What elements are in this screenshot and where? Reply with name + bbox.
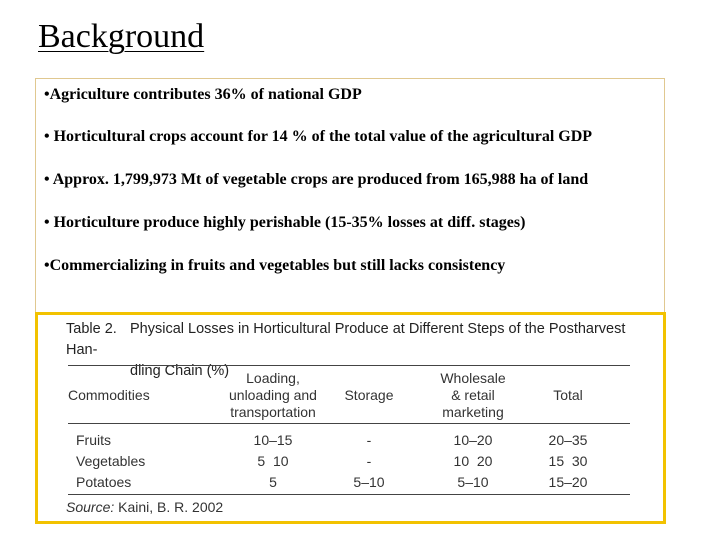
bullet-horticulture-share: • Horticultural crops account for 14 % of the total value of the agricultural GDP [44,128,593,145]
table-label: Table 2. [66,321,117,337]
bullet-perishability: • Horticulture produce highly perishable (15-35% losses at diff. stages) [44,214,526,231]
table-top-rule [68,365,630,366]
header-total: Total [553,387,583,403]
bullet-vegetable-production: • Approx. 1,799,973 Mt of vegetable crops are produced from 165,988 ha of land [44,171,589,188]
table-source: Source: Kaini, B. R. 2002 [66,499,224,515]
header-loading: Loading, unloading and transportation [229,370,317,420]
bullet-commercializing: •Commercializing in fruits and vegetables but still lacks consistency [44,257,506,274]
bullet-gdp: •Agriculture contributes 36% of national GDP [44,86,362,103]
table-bottom-rule [68,494,630,495]
header-wholesale: Wholesale & retail marketing [440,370,506,420]
table-header-rule [68,423,630,424]
table-caption [66,319,641,382]
caption-line-1: Physical Losses in Horticultural Produce at Different Steps of the Postharvest Han- [66,321,626,358]
caption-line-2: dling Chain (%) [130,363,230,379]
losses-table: Table 2. Physical Losses in Horticultural Produce at Different Steps of the Postharvest Han- dling Chain (%) Commodities Loading, unloading and transportation Storage Wholesale & retail marketing Total Fruits 10–15 - 10–20 20–35 Vegetables 5 10 - 10 20 15 30 Potatoes 5 5–10 5–10 15–20 Source: Kaini, B. R. 2002 [35,312,666,524]
slide-title: Background [38,18,205,55]
header-commodities: Commodities [68,387,150,403]
header-storage: Storage [344,387,394,403]
